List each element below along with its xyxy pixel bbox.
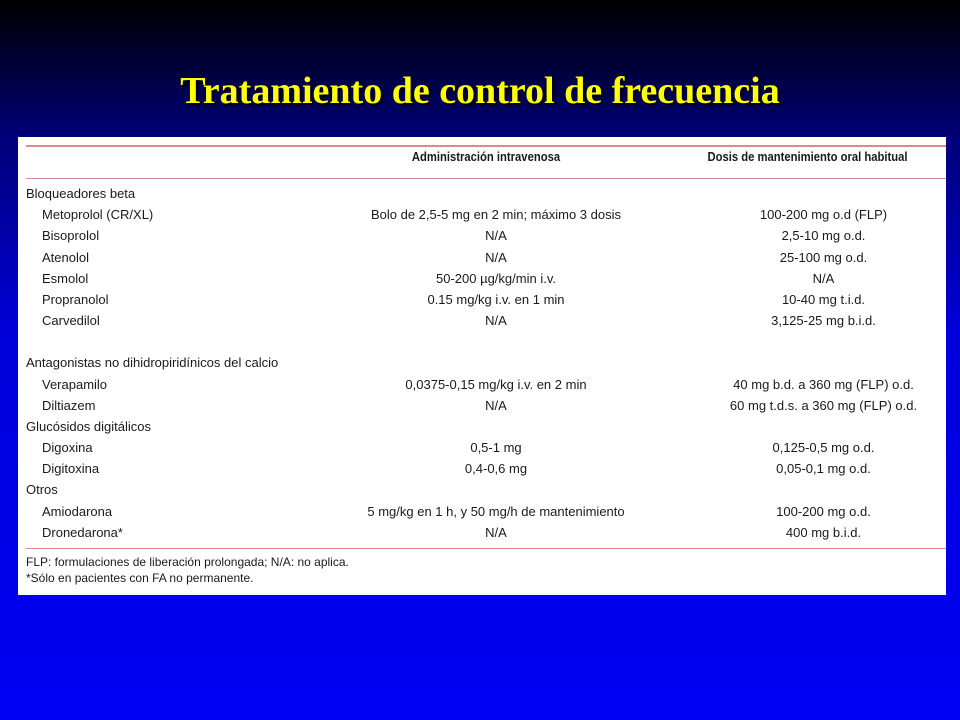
- iv-dose: N/A: [485, 249, 507, 265]
- footnote: FLP: formulaciones de liberación prolongada; N/A: no aplica.: [26, 555, 349, 569]
- table-row: [26, 438, 946, 459]
- column-header-iv: Administración intravenosa: [411, 150, 561, 164]
- drug-name: Metoprolol (CR/XL): [42, 207, 154, 223]
- iv-dose: 0,4-0,6 mg: [464, 461, 528, 477]
- oral-dose: 40 mg b.d. a 360 mg (FLP) o.d.: [733, 376, 914, 392]
- table-group-row: [26, 353, 946, 374]
- group-label: Glucósidos digitálicos: [26, 418, 152, 434]
- iv-dose: Bolo de 2,5-5 mg en 2 min; máximo 3 dosis: [370, 207, 621, 223]
- dosage-table: [18, 137, 946, 595]
- header-divider-rule: [26, 178, 946, 179]
- table-row: [26, 248, 946, 269]
- oral-dose: 60 mg t.d.s. a 360 mg (FLP) o.d.: [729, 397, 918, 413]
- oral-dose: 3,125-25 mg b.i.d.: [771, 313, 876, 329]
- oral-dose: 0,125-0,5 mg o.d.: [772, 440, 875, 456]
- column-header-oral: Dosis de mantenimiento oral habitual: [707, 150, 908, 164]
- iv-dose: 0,0375-0,15 mg/kg i.v. en 2 min: [405, 376, 587, 392]
- table-group-row: [26, 480, 946, 501]
- table-row: [26, 311, 946, 332]
- drug-name: Digitoxina: [42, 461, 100, 477]
- iv-dose: 5 mg/kg en 1 h, y 50 mg/h de mantenimiento: [367, 503, 625, 519]
- table-row: [26, 290, 946, 311]
- footnotes: [26, 554, 349, 586]
- drug-name: Carvedilol: [42, 313, 100, 329]
- drug-name: Amiodarona: [42, 503, 113, 519]
- table-row: [26, 396, 946, 417]
- oral-dose: 0,05-0,1 mg o.d.: [776, 461, 871, 477]
- table-row: [26, 459, 946, 480]
- iv-dose: 0,5-1 mg: [470, 440, 522, 456]
- oral-dose: N/A: [812, 270, 835, 286]
- table-row: [26, 375, 946, 396]
- group-label: Otros: [26, 482, 58, 498]
- table-row: [26, 205, 946, 226]
- drug-name: Verapamilo: [42, 376, 108, 392]
- drug-name: Atenolol: [42, 249, 89, 265]
- footnote: *Sólo en pacientes con FA no permanente.: [26, 571, 254, 585]
- oral-dose: 25-100 mg o.d.: [779, 249, 868, 265]
- table-body: [26, 184, 946, 544]
- oral-dose: 400 mg b.i.d.: [785, 524, 862, 540]
- table-group-row: [26, 417, 946, 438]
- group-label: Bloqueadores beta: [26, 186, 136, 201]
- drug-name: Dronedarona*: [42, 524, 123, 540]
- drug-name: Diltiazem: [42, 397, 96, 413]
- drug-name: Digoxina: [42, 440, 93, 456]
- oral-dose: 100-200 mg o.d.: [776, 503, 871, 519]
- iv-dose: N/A: [485, 228, 507, 244]
- oral-dose: 100-200 mg o.d (FLP): [759, 207, 888, 223]
- drug-name: Esmolol: [42, 270, 89, 286]
- iv-dose: 0.15 mg/kg i.v. en 1 min: [427, 291, 565, 307]
- slide-title: Tratamiento de control de frecuencia: [180, 70, 780, 112]
- table-top-rule: [26, 145, 946, 147]
- iv-dose: 50-200 µg/kg/min i.v.: [436, 270, 556, 286]
- table-row: [26, 226, 946, 247]
- iv-dose: N/A: [485, 524, 507, 540]
- table-row: [26, 269, 946, 290]
- table-row: [26, 523, 946, 544]
- table-group-row: [26, 184, 946, 205]
- iv-dose: N/A: [485, 313, 507, 329]
- drug-name: Propranolol: [42, 291, 109, 307]
- group-label: Antagonistas no dihidropiridínicos del calcio: [26, 355, 279, 371]
- iv-dose: N/A: [485, 397, 507, 413]
- oral-dose: 2,5-10 mg o.d.: [781, 228, 866, 244]
- table-spacer-row: [26, 332, 946, 353]
- drug-name: Bisoprolol: [42, 228, 100, 244]
- table-row: [26, 502, 946, 523]
- oral-dose: 10-40 mg t.i.d.: [781, 291, 866, 307]
- table-bottom-rule: [26, 548, 946, 549]
